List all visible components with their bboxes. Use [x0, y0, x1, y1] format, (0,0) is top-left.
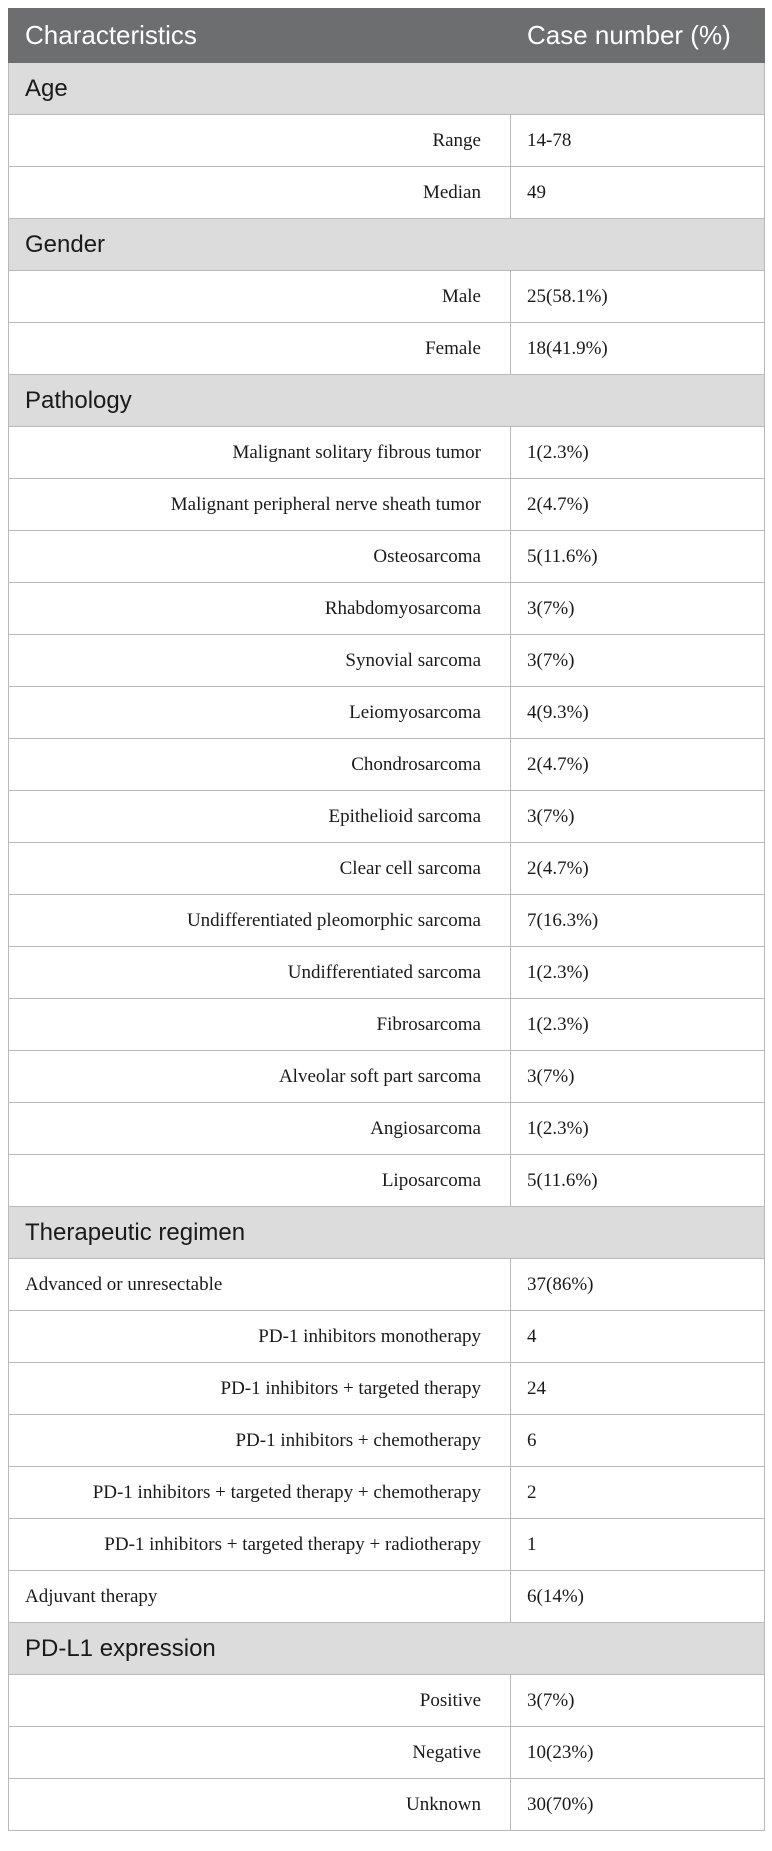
table-row [9, 843, 765, 895]
table-row [9, 1779, 765, 1831]
row-label: Adjuvant therapy [9, 1571, 511, 1623]
table-row [9, 271, 765, 323]
row-value: 7(16.3%) [511, 895, 765, 947]
section-title: Age [9, 63, 765, 115]
row-label: PD-1 inhibitors + targeted therapy + chemotherapy [9, 1467, 511, 1519]
row-value: 5(11.6%) [511, 531, 765, 583]
table-row [9, 1051, 765, 1103]
row-label: Male [9, 271, 511, 323]
row-value: 3(7%) [511, 791, 765, 843]
row-label: Epithelioid sarcoma [9, 791, 511, 843]
table-row [9, 323, 765, 375]
row-value: 1(2.3%) [511, 1103, 765, 1155]
table-row [9, 1675, 765, 1727]
row-label: Undifferentiated sarcoma [9, 947, 511, 999]
row-value: 3(7%) [511, 1675, 765, 1727]
table-row [9, 531, 765, 583]
row-value: 5(11.6%) [511, 1155, 765, 1207]
row-label: Female [9, 323, 511, 375]
row-label: Median [9, 167, 511, 219]
section-title: Gender [9, 219, 765, 271]
section-title: PD-L1 expression [9, 1623, 765, 1675]
row-label: Fibrosarcoma [9, 999, 511, 1051]
row-value: 1(2.3%) [511, 427, 765, 479]
row-label: Chondrosarcoma [9, 739, 511, 791]
table-row [9, 895, 765, 947]
table-row [9, 1727, 765, 1779]
table-row [9, 1571, 765, 1623]
table-row [9, 635, 765, 687]
row-value: 3(7%) [511, 1051, 765, 1103]
row-label: Rhabdomyosarcoma [9, 583, 511, 635]
row-value: 18(41.9%) [511, 323, 765, 375]
section-row-age [9, 63, 765, 115]
row-value: 2(4.7%) [511, 739, 765, 791]
characteristics-table [8, 8, 765, 1831]
row-label: Liposarcoma [9, 1155, 511, 1207]
row-label: PD-1 inhibitors + targeted therapy + radiotherapy [9, 1519, 511, 1571]
row-label: PD-1 inhibitors + targeted therapy [9, 1363, 511, 1415]
row-value: 24 [511, 1363, 765, 1415]
table-row [9, 739, 765, 791]
row-value: 4(9.3%) [511, 687, 765, 739]
table-row [9, 115, 765, 167]
row-value: 2(4.7%) [511, 843, 765, 895]
section-title: Therapeutic regimen [9, 1207, 765, 1259]
row-value: 6(14%) [511, 1571, 765, 1623]
header-characteristics: Characteristics [9, 9, 511, 63]
row-value: 3(7%) [511, 583, 765, 635]
row-value: 25(58.1%) [511, 271, 765, 323]
row-label: PD-1 inhibitors monotherapy [9, 1311, 511, 1363]
row-value: 1(2.3%) [511, 947, 765, 999]
row-label: Advanced or unresectable [9, 1259, 511, 1311]
table-row [9, 1259, 765, 1311]
row-label: Negative [9, 1727, 511, 1779]
section-title: Pathology [9, 375, 765, 427]
row-label: Synovial sarcoma [9, 635, 511, 687]
row-label: Range [9, 115, 511, 167]
row-label: Alveolar soft part sarcoma [9, 1051, 511, 1103]
section-row-gender [9, 219, 765, 271]
row-value: 10(23%) [511, 1727, 765, 1779]
row-label: Positive [9, 1675, 511, 1727]
row-label: Clear cell sarcoma [9, 843, 511, 895]
table-row [9, 479, 765, 531]
table-row [9, 1415, 765, 1467]
row-value: 30(70%) [511, 1779, 765, 1831]
row-label: PD-1 inhibitors + chemotherapy [9, 1415, 511, 1467]
table-row [9, 791, 765, 843]
table-row [9, 687, 765, 739]
row-label: Malignant solitary fibrous tumor [9, 427, 511, 479]
row-label: Leiomyosarcoma [9, 687, 511, 739]
row-value: 49 [511, 167, 765, 219]
row-label: Unknown [9, 1779, 511, 1831]
row-value: 37(86%) [511, 1259, 765, 1311]
table-row [9, 1363, 765, 1415]
section-row-pathology [9, 375, 765, 427]
table-row [9, 1467, 765, 1519]
table-row [9, 583, 765, 635]
row-value: 1(2.3%) [511, 999, 765, 1051]
table-row [9, 1155, 765, 1207]
header-row [9, 9, 765, 63]
row-label: Malignant peripheral nerve sheath tumor [9, 479, 511, 531]
table-row [9, 1311, 765, 1363]
header-case-number: Case number (%) [511, 9, 765, 63]
row-label: Osteosarcoma [9, 531, 511, 583]
row-value: 2(4.7%) [511, 479, 765, 531]
table-row [9, 427, 765, 479]
table-row [9, 1519, 765, 1571]
section-row-therapeutic-regimen [9, 1207, 765, 1259]
row-value: 2 [511, 1467, 765, 1519]
table-row [9, 167, 765, 219]
row-value: 4 [511, 1311, 765, 1363]
table-row [9, 999, 765, 1051]
table-row [9, 1103, 765, 1155]
section-row-pd-l1-expression [9, 1623, 765, 1675]
row-value: 14-78 [511, 115, 765, 167]
row-value: 6 [511, 1415, 765, 1467]
row-label: Angiosarcoma [9, 1103, 511, 1155]
row-value: 3(7%) [511, 635, 765, 687]
row-value: 1 [511, 1519, 765, 1571]
table-row [9, 947, 765, 999]
row-label: Undifferentiated pleomorphic sarcoma [9, 895, 511, 947]
